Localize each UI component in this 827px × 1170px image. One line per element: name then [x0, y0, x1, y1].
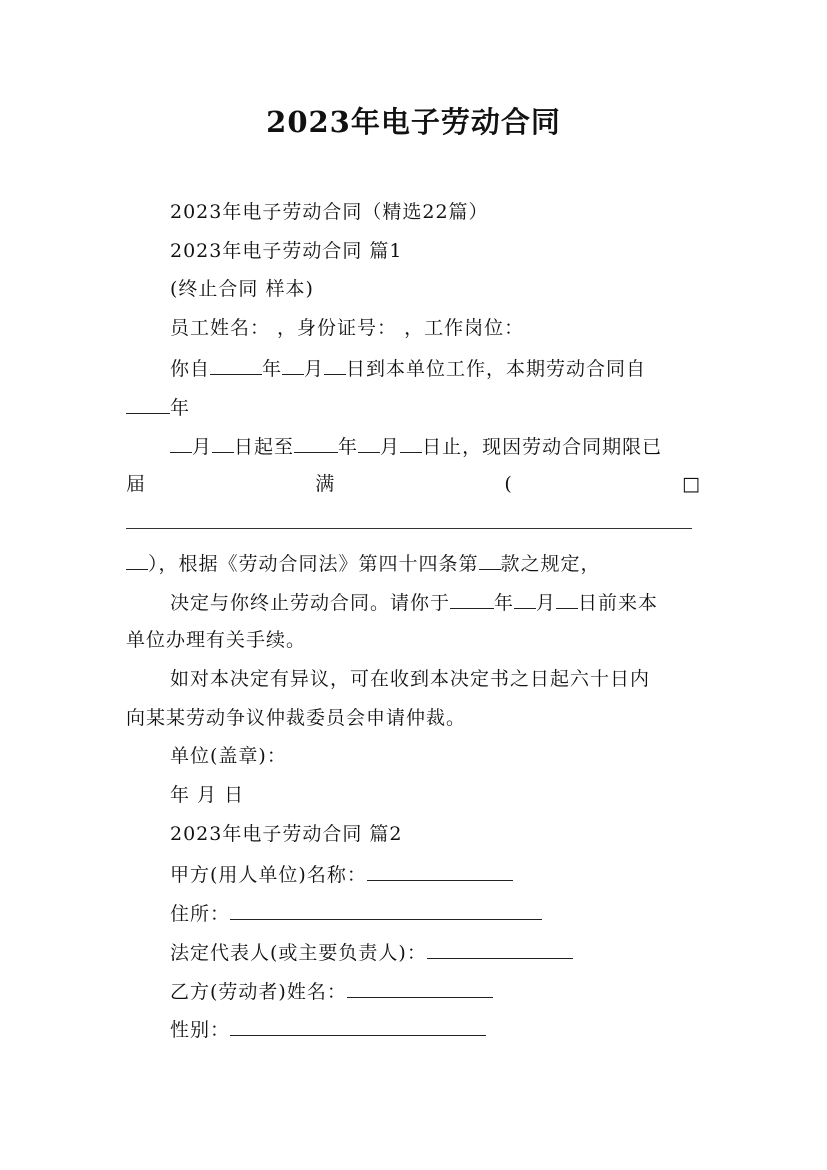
checkbox-icon: □: [682, 473, 700, 495]
blank-line: [347, 978, 493, 998]
paragraph-3: [126, 550, 601, 576]
spread-b: 满: [315, 473, 335, 495]
para3-text: ），根据《劳动合同法》第四十四条第: [148, 553, 479, 575]
para1-day: 日到本单位工作，本期劳动合同自: [346, 358, 647, 380]
spread-a: 届: [126, 473, 146, 495]
para4-year: 年: [494, 592, 515, 614]
long-blank-line: [126, 528, 692, 529]
para4-month: 月: [536, 592, 557, 614]
subtitle: 2023年电子劳动合同（精选22篇）: [170, 201, 489, 223]
party-b-label: 乙方(劳动者)姓名：: [170, 981, 347, 1003]
address-field: [170, 900, 542, 926]
party-b-name-field: [170, 978, 493, 1004]
blank-line: [170, 433, 192, 453]
spread-c: (: [504, 473, 512, 495]
para2-end: 日止，现因劳动合同期限已: [422, 436, 663, 458]
blank-line: [450, 589, 494, 609]
para2-mid: 日起至: [234, 436, 295, 458]
blank-line: [367, 861, 513, 881]
blank-line: [427, 939, 573, 959]
para2-month2: 月: [380, 436, 401, 458]
para1-month: 月: [304, 358, 325, 380]
para2-month: 月: [192, 436, 213, 458]
seal-line: 单位(盖章)：: [170, 745, 287, 767]
para1-year: 年: [262, 358, 283, 380]
blank-line: [479, 550, 501, 570]
paragraph-5-cont: 向某某劳动争议仲裁委员会申请仲裁。: [126, 707, 467, 729]
blank-line: [514, 589, 536, 609]
blank-line: [556, 589, 578, 609]
para1-start: 你自: [170, 358, 211, 380]
party-a-name-field: [170, 861, 513, 887]
para4-a: 决定与你终止劳动合同。请你于: [170, 592, 451, 614]
blank-line: [210, 355, 262, 375]
notice-heading: (终止合同 样本): [170, 278, 314, 300]
blank-line: [212, 433, 234, 453]
para4-day: 日前来本: [578, 592, 659, 614]
paragraph-4: [170, 589, 658, 615]
paragraph-2: [170, 433, 662, 459]
section2-heading: 2023年电子劳动合同 篇2: [170, 823, 403, 845]
blank-line: [324, 355, 346, 375]
gender-field: [170, 1016, 486, 1042]
blank-line: [400, 433, 422, 453]
paragraph-1: [170, 355, 646, 381]
legal-rep-label: 法定代表人(或主要负责人)：: [170, 942, 427, 964]
para3-end: 款之规定，: [500, 553, 601, 575]
para2-year: 年: [338, 436, 359, 458]
blank-line: [126, 394, 170, 414]
blank-line: [282, 355, 304, 375]
paragraph-1-cont: [126, 394, 190, 420]
address-label: 住所：: [170, 903, 231, 925]
blank-line: [230, 1016, 486, 1036]
blank-line: [126, 550, 148, 570]
party-a-label: 甲方(用人单位)名称：: [170, 864, 367, 886]
paragraph-5: 如对本决定有异议，可在收到本决定书之日起六十日内: [170, 668, 651, 690]
para1-cont-year: 年: [170, 397, 191, 419]
paragraph-4-cont: 单位办理有关手续。: [126, 629, 307, 651]
blank-line: [230, 900, 542, 920]
document-title: 2023年电子劳动合同: [266, 105, 561, 139]
section1-heading: 2023年电子劳动合同 篇1: [170, 240, 403, 262]
blank-line: [294, 433, 338, 453]
legal-rep-field: [170, 939, 573, 965]
date-line: 年 月 日: [170, 784, 245, 806]
employee-info: 员工姓名： ，身份证号： ，工作岗位：: [170, 317, 525, 339]
spread-line: [126, 472, 700, 496]
blank-line: [358, 433, 380, 453]
gender-label: 性别：: [170, 1019, 231, 1041]
